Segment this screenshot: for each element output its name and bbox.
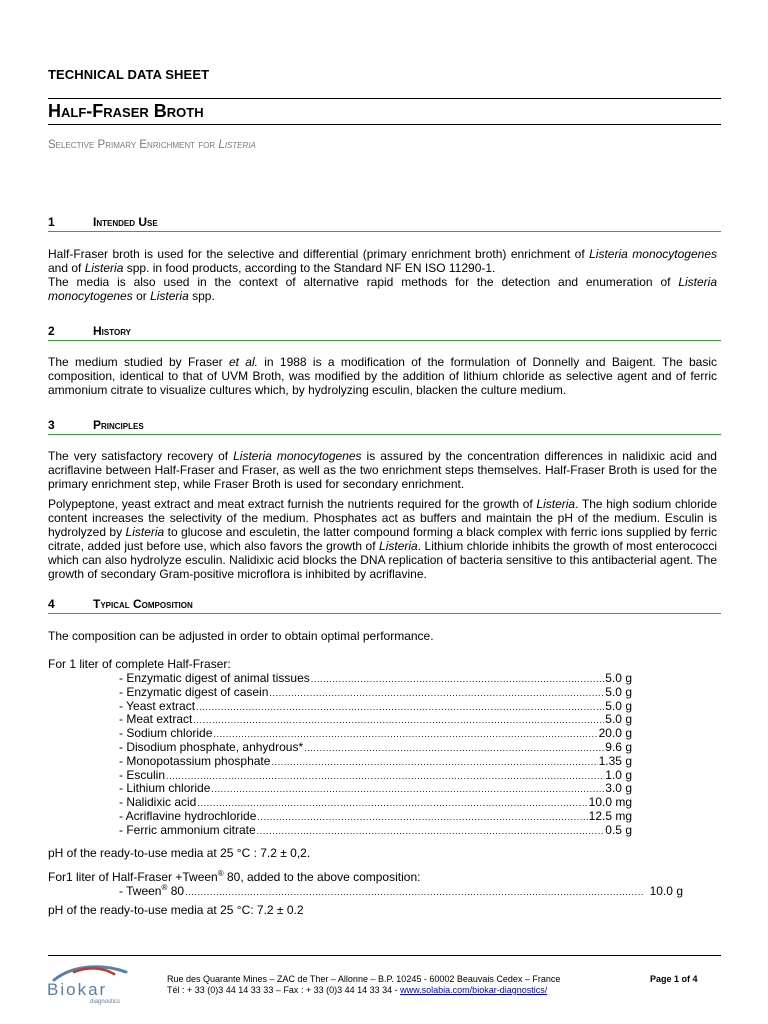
divider	[48, 98, 721, 99]
composition-row: - Sodium chloride ..... 20.0 g	[119, 727, 632, 741]
section-number: 2	[48, 324, 55, 338]
composition-row: - Tween® 80 ..... 10.0 g	[119, 881, 683, 895]
section-heading-intended-use	[48, 215, 721, 232]
section-heading-composition	[48, 597, 721, 614]
subtitle: Selective Primary Enrichment for Listeria	[48, 139, 256, 151]
composition-row: - Acriflavine hydrochloride ..... 12.5 mg	[119, 810, 632, 824]
ph-statement-tween: pH of the ready-to-use media at 25 °C: 7.2 ± 0.2	[48, 903, 304, 917]
ph-statement: pH of the ready-to-use media at 25 °C : 7.2 ± 0,2.	[48, 846, 311, 860]
divider	[48, 124, 721, 125]
section-number: 3	[48, 418, 55, 432]
composition-list	[119, 672, 632, 838]
section-label: Intended Use	[93, 215, 158, 229]
footer-address: Rue des Quarante Mines – ZAC de Ther – Allonne – B.P. 10245 - 60002 Beauvais Cedex – France Tél : + 33 (0)3 44 14 33 33 – Fax : + 33 (0)3 44 14 33 34 - www.solabia.com/biokar-diagnostics/	[167, 974, 561, 995]
page-title: Half-Fraser Broth	[48, 101, 204, 121]
website-link[interactable]: www.solabia.com/biokar-diagnostics/	[400, 985, 548, 995]
composition-row: - Lithium chloride ..... 3.0 g	[119, 782, 632, 796]
svg-text:Biokar: Biokar	[47, 980, 108, 999]
principles-paragraph-1: The very satisfactory recovery of Listeria monocytogenes is assured by the concentration differences in nalidixic acid and acriflavine between Half-Fraser and Fraser, as well as the two enrichment steps themselves. Half-Fraser Broth is used for the primary enrichment step, while Fraser Broth is used for secondary enrichment.	[48, 449, 717, 491]
section-label: History	[93, 324, 132, 338]
section-heading-history	[48, 324, 721, 341]
svg-text:diagnostics: diagnostics	[90, 999, 121, 1005]
composition-row: - Enzymatic digest of animal tissues ..... 5.0 g	[119, 672, 632, 686]
intended-use-paragraph: Half-Fraser broth is used for the selective and differential (primary enrichment broth) enrichment of Listeria monocytogenes and of Listeria spp. in food products, according to the Standard NF EN ISO 11290-1. The media is also used in the context of alternative rapid methods for the detection and enumeration of Listeria monocytogenes or Listeria spp.	[48, 247, 717, 303]
section-number: 4	[48, 597, 55, 611]
section-label: Principles	[93, 418, 144, 432]
composition-row: - Yeast extract ..... 5.0 g	[119, 700, 632, 714]
doc-type: TECHNICAL DATA SHEET	[48, 67, 210, 82]
section-label: Typical Composition	[93, 597, 193, 611]
section-number: 1	[48, 215, 55, 229]
composition-row: - Monopotassium phosphate ..... 1.35 g	[119, 755, 632, 769]
biokar-logo	[44, 962, 132, 1006]
history-paragraph: The medium studied by Fraser et al. in 1988 is a modification of the formulation of Donnelly and Baigent. The basic composition, identical to that of UVM Broth, was modified by the addition of lithium chloride as selective agent and of ferric ammonium citrate to visualize cultures which, by hydrolyzing esculin, blacken the culture medium.	[48, 355, 717, 397]
composition-row: - Esculin ..... 1.0 g	[119, 769, 632, 783]
tween-intro: For1 liter of Half-Fraser +Tween® 80, added to the above composition:	[48, 869, 421, 884]
tween-list	[119, 881, 683, 898]
footer-divider	[48, 955, 721, 956]
section-heading-principles	[48, 418, 721, 435]
composition-row: - Enzymatic digest of casein ..... 5.0 g	[119, 686, 632, 700]
composition-for-liter: For 1 liter of complete Half-Fraser:	[48, 657, 231, 671]
composition-row: - Disodium phosphate, anhydrous* ..... 9.6 g	[119, 741, 632, 755]
page-number: Page 1 of 4	[650, 974, 698, 984]
composition-row: - Nalidixic acid ..... 10.0 mg	[119, 796, 632, 810]
composition-row: - Ferric ammonium citrate ..... 0.5 g	[119, 824, 632, 838]
principles-paragraph-2: Polypeptone, yeast extract and meat extract furnish the nutrients required for the growth of Listeria. The high sodium chloride content increases the selectivity of the medium. Phosphates act as buffers and maintain the pH of the medium. Esculin is hydrolyzed by Listeria to glucose and esculetin, the latter compound forming a black complex with ferric ions supplied by ferric citrate, added just before use, which also favors the growth of Listeria. Lithium chloride inhibits the growth of most enterococci which can also hydrolyze esculin. Nalidixic acid blocks the DNA replication of bacteria sensitive to this antibacterial agent. The growth of secondary Gram-positive microflora is inhibited by acriflavine.	[48, 497, 717, 581]
composition-intro: The composition can be adjusted in order to obtain optimal performance.	[48, 629, 434, 643]
composition-row: - Meat extract ..... 5.0 g	[119, 713, 632, 727]
